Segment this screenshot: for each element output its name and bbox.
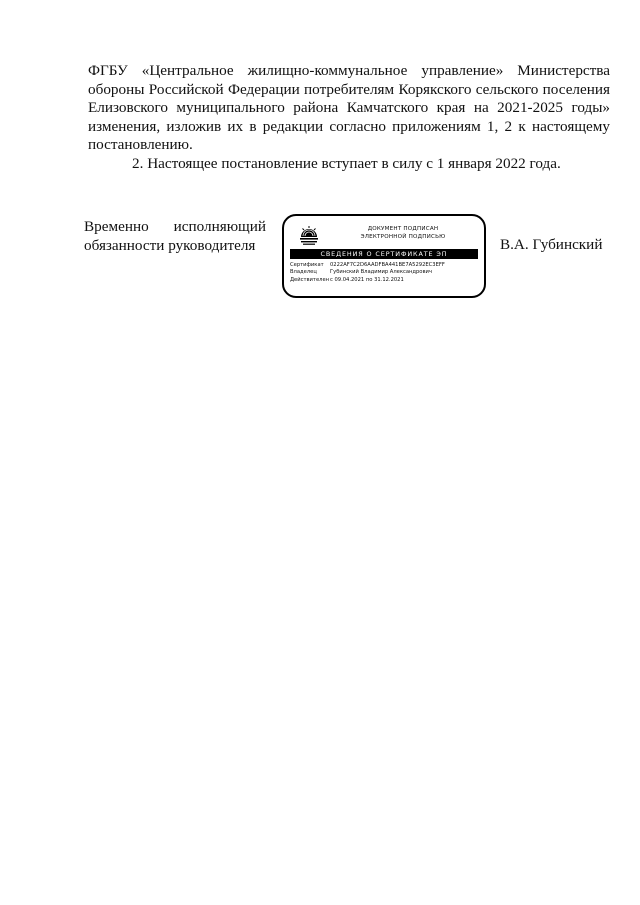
stamp-heading <box>328 226 478 241</box>
stamp-value: с 09.04.2021 по 31.12.2021 <box>330 276 404 283</box>
paragraph-effective-date: 2. Настоящее постановление вступает в силу с 1 января 2022 года. <box>132 154 561 172</box>
stamp-heading-line-2: ЭЛЕКТРОННОЙ ПОДПИСЬЮ <box>360 233 446 240</box>
signer-title <box>84 218 266 255</box>
paragraph-amendments: ФГБУ «Центральное жилищно-коммунальное управление» Министерства обороны Российской Федерации потребителям Корякского сельского поселения Елизовского муниципального района Камчатского края на 2021-2025 годы» изменения, изложив их в редакции согласно приложениям 1, 2 к настоящему постановлению. <box>88 62 610 153</box>
electronic-signature-stamp <box>282 214 486 298</box>
signer-name: В.А. Губинский <box>500 236 603 253</box>
stamp-value: Губинский Владимир Александрович <box>330 269 432 276</box>
stamp-label: Действителен <box>290 276 330 283</box>
signer-title-word-2: исполняющий <box>173 218 266 235</box>
signature-block <box>0 0 640 320</box>
stamp-value: 0222AF7C2D6AADFBA441BE7A5292EC3EFF <box>330 262 445 268</box>
stamp-details <box>290 262 482 284</box>
stamp-certificate-bar: СВЕДЕНИЯ О СЕРТИФИКАТЕ ЭП <box>290 249 478 259</box>
coat-of-arms-icon <box>296 224 322 246</box>
signer-title-word-1: Временно <box>84 218 149 235</box>
stamp-heading-line-1: ДОКУМЕНТ ПОДПИСАН <box>367 226 439 232</box>
signer-title-line-1 <box>84 218 266 237</box>
stamp-row-owner <box>290 269 482 276</box>
stamp-row-validity <box>290 277 482 284</box>
stamp-label: Сертификат <box>290 262 324 268</box>
stamp-label: Владелец <box>290 269 317 276</box>
signer-title-line-2: обязанности руководителя <box>84 236 256 254</box>
